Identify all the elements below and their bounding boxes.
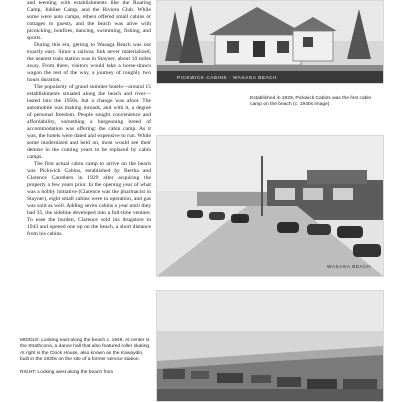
pickwick-cabins-photo xyxy=(156,0,384,84)
top-photo-inscription: PICKWICK CABINS · WASAGA BEACH xyxy=(177,75,278,80)
right-caption: RIGHT: Looking west along the beach from xyxy=(20,369,114,375)
captions-column xyxy=(20,338,152,382)
pickwick-cabins-image xyxy=(157,1,383,83)
middle-caption: MIDDLE: Looking east along the beach c. 1946. At center is the Strathcona, a dance hall that also featured roller skating. At right is the Clock House, also known as the Kawaydin, built in the 1930s on the site of a former service station. xyxy=(20,338,151,363)
body-text-column xyxy=(27,0,151,238)
beach-aerial-photo xyxy=(156,290,384,402)
body-paragraph: The first actual cabin camp to arrive on the beach was Pickwick Cabins, established by Bertha and Clarence Caruthers in 1929 after acquiring the property a few years prior. In the opening year of what was a hobby initiative (Clarence was the pharmacist in Stayner), eight small cabins were in operation, and gas was sold as well. Adding seven cabins a year until they had 35, the sideline developed into a full-time venture. To ease the burden, Clarence sold his drugstore in 1943 and opened one up on the beach, a short distance from his cabins. xyxy=(27,161,151,237)
middle-photo-inscription: WASAGA BEACH xyxy=(327,264,372,269)
body-paragraph: and teeming with establishments like the Roaring Camp, Jubilee Camp, and the Riviera Club. While some were auto camps, others offered small cabins or cottages to guests, and the beach was alive with picnicking, bonfires, dancing, swimming, fishing, and sports. xyxy=(27,0,151,41)
body-paragraph: During this era, getting to Wasaga Beach was not exactly easy. Since a railway link never materialized, the nearest train station was in Stayner, about 10 miles away. From there, visitors would take a horse-drawn wagon the rest of the way, a journey of roughly two hours duration. xyxy=(27,42,151,83)
beach-aerial-image xyxy=(157,291,383,401)
body-paragraph: The popularity of grand summer hotels—around 15 establishments situated along the beach and river—lasted into the 1950s, but a change was afoot. The automobile was making inroads, and with it, a degree of personal freedom. People sought convenience and affordability, something a burgeoning breed of accommodation was offering: the cabin camp. As it was, the hotels were dated and expensive to run. While some modernized and held on, most would see their demise in the coming years to be replaced by cabin camps. xyxy=(27,84,151,160)
street-scene-image xyxy=(157,136,383,276)
top-photo-caption: Established in 1929, Pickwick Cabins was the first cabin camp on the beach (c. 1940s image). xyxy=(250,96,372,108)
street-scene-photo xyxy=(156,135,384,277)
